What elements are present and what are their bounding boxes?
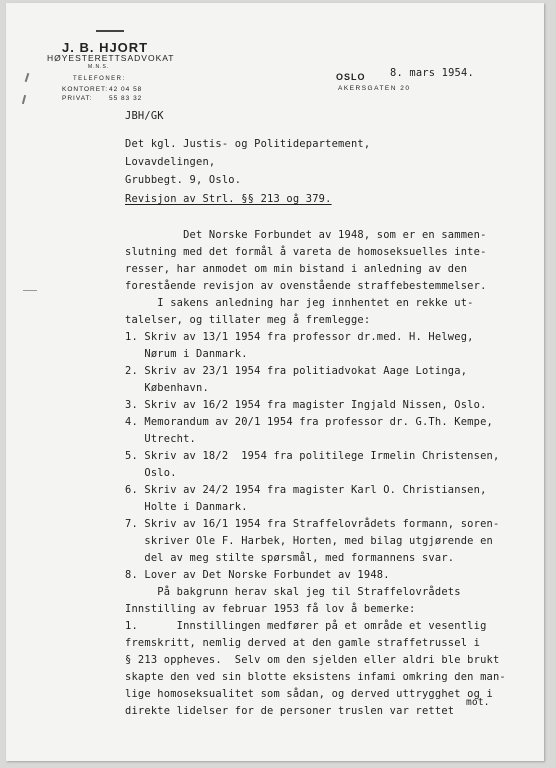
telefoner-label: TELEFONER: [73,76,126,82]
body-line: fremskritt, nemlig derved at den gamle straffetrussel i [125,637,481,649]
letter-date: 8. mars 1954. [390,67,474,79]
kontoret-label: KONTORET: [62,86,109,93]
kontoret-number: 42 04 58 [109,86,143,93]
body-line: Det Norske Forbundet av 1948, som er en sammen- [125,229,487,241]
body-line: 1. Innstillingen medfører på et område et vesentlig [125,620,487,632]
letterhead-abbr: M.N.S. [88,64,110,70]
body-line: I sakens anledning har jeg innhentet en rekke ut- [125,297,474,309]
margin-tick-mark [23,290,37,291]
margin-tick-mark [22,95,26,104]
body-line: resser, har anmodet om min bistand i anledning av den [125,263,468,275]
letterhead-address: AKERSGATEN 20 [338,85,411,92]
recipient-line: Grubbegt. 9, Oslo. [125,174,242,186]
privat-number: 55 83 32 [109,95,143,102]
body-line: København. [125,382,209,394]
body-line: § 213 oppheves. Selv om den sjelden eller aldri ble brukt [125,654,500,666]
body-line: Oslo. [125,467,177,479]
body-line: slutning med det formål å vareta de homoseksuelles inte- [125,246,487,258]
body-line: skapte den ved sin blotte eksistens infami omkring den man- [125,671,506,683]
body-line: 3. Skriv av 16/2 1954 fra magister Ingjald Nissen, Oslo. [125,399,487,411]
body-line: skriver Ole F. Harbek, Horten, med bilag utgjørende en [125,535,493,547]
letterhead-name: J. B. HJORT [62,40,149,55]
body-line: 4. Memorandum av 20/1 1954 fra professor dr. G.Th. Kempe, [125,416,493,428]
body-line: På bakgrunn herav skal jeg til Straffelovrådets [125,586,461,598]
body-line: Innstilling av februar 1953 få lov å bemerke: [125,603,416,615]
recipient-line: Det kgl. Justis- og Politidepartement, [125,138,371,150]
top-edge-mark [96,30,124,32]
body-line: Utrecht. [125,433,197,445]
kontoret-row [62,86,143,93]
recipient-line: Lovavdelingen, [125,156,216,168]
privat-row [62,95,143,102]
letterhead-city: OSLO [336,72,366,82]
body-line: 6. Skriv av 24/2 1954 fra magister Karl O. Christiansen, [125,484,487,496]
body-line: 8. Lover av Det Norske Forbundet av 1948. [125,569,390,581]
subject-line: Revisjon av Strl. §§ 213 og 379. [125,193,332,205]
body-line: lige homoseksualitet som sådan, og derved uttrygghet og i [125,688,493,700]
body-line: Nørum i Danmark. [125,348,248,360]
body-line: del av meg stilte spørsmål, med formannens svar. [125,552,455,564]
margin-tick-mark [25,73,30,82]
reference-initials: JBH/GK [125,110,164,122]
body-line: 1. Skriv av 13/1 1954 fra professor dr.med. H. Helweg, [125,331,474,343]
body-line: forestående revisjon av ovenstående straffebestemmelser. [125,280,487,292]
letterhead-title: HØYESTERETTSADVOKAT [47,53,175,63]
body-line: Holte i Danmark. [125,501,248,513]
trailing-word: mot. [466,697,490,708]
body-line: direkte lidelser for de personer truslen var rettet [125,705,455,717]
body-line: talelser, og tillater meg å fremlegge: [125,314,371,326]
body-line: 2. Skriv av 23/1 1954 fra politiadvokat Aage Lotinga, [125,365,468,377]
privat-label: PRIVAT: [62,95,93,102]
body-line: 7. Skriv av 16/1 1954 fra Straffelovrådets formann, soren- [125,518,500,530]
body-line: 5. Skriv av 18/2 1954 fra politilege Irmelin Christensen, [125,450,500,462]
